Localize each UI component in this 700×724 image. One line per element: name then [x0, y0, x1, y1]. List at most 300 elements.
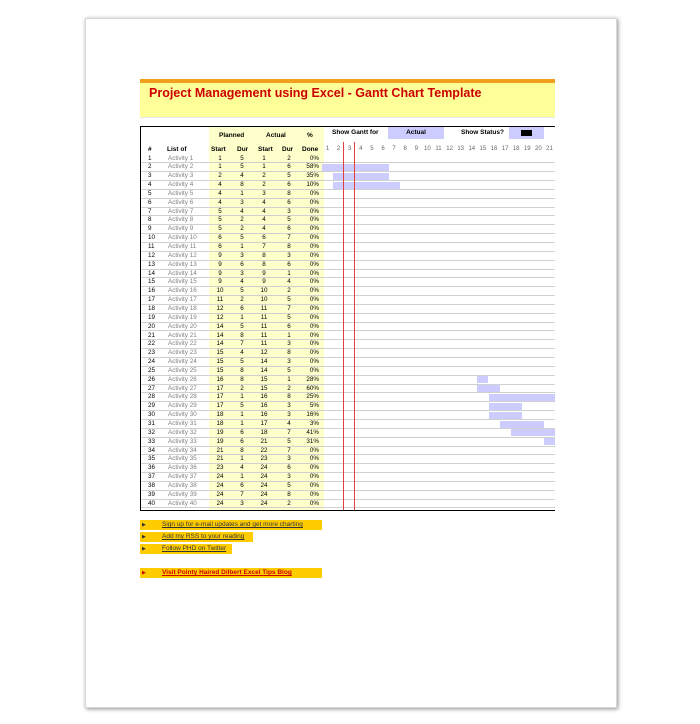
actual-start[interactable]: 16 — [260, 402, 268, 410]
planned-duration[interactable]: 6 — [240, 304, 244, 312]
planned-duration[interactable]: 3 — [240, 251, 244, 259]
activity-name[interactable]: Activity 9 — [168, 225, 194, 233]
table-row — [141, 332, 555, 341]
actual-start[interactable]: 15 — [260, 375, 268, 383]
rss-link[interactable]: ▶ Add my RSS to your reading — [140, 532, 253, 542]
actual-duration[interactable]: 6 — [287, 322, 291, 330]
actual-start[interactable]: 2 — [262, 172, 266, 180]
table-row — [141, 287, 555, 296]
actual-duration[interactable]: 6 — [287, 260, 291, 268]
table-row — [141, 225, 555, 234]
activity-name[interactable]: Activity 12 — [168, 251, 197, 259]
actual-duration[interactable]: 7 — [287, 304, 291, 312]
activity-name[interactable]: Activity 22 — [168, 340, 197, 348]
actual-start[interactable]: 8 — [262, 251, 266, 259]
activity-name[interactable]: Activity 35 — [168, 455, 197, 463]
divider — [140, 117, 555, 118]
percent-done[interactable]: 0% — [309, 349, 319, 357]
actual-duration[interactable]: 6 — [287, 464, 291, 472]
percent-done[interactable]: 0% — [309, 322, 319, 330]
activity-name[interactable]: Activity 32 — [168, 428, 197, 436]
planned-header: Planned — [219, 132, 245, 139]
actual-duration[interactable]: 1 — [287, 269, 291, 277]
actual-start[interactable]: 18 — [260, 428, 268, 436]
planned-duration[interactable]: 7 — [240, 340, 244, 348]
planned-duration[interactable]: 1 — [240, 411, 244, 419]
actual-duration[interactable]: 3 — [287, 473, 291, 481]
percent-done[interactable]: 0% — [309, 287, 319, 295]
row-number: 15 — [148, 278, 156, 286]
percent-done[interactable]: 0% — [309, 234, 319, 242]
planned-duration[interactable]: 1 — [240, 455, 244, 463]
actual-duration[interactable]: 3 — [287, 402, 291, 410]
actual-start[interactable]: 8 — [262, 260, 266, 268]
actual-duration[interactable]: 8 — [287, 349, 291, 357]
planned-duration[interactable]: 1 — [240, 393, 244, 401]
actual-duration[interactable]: 5 — [287, 216, 291, 224]
blog-link[interactable]: ▶ Visit Pointy Haired Dilbert Excel Tips Blog — [140, 568, 322, 578]
planned-duration[interactable]: 3 — [240, 198, 244, 206]
planned-start[interactable]: 15 — [216, 366, 224, 374]
table-top-border — [140, 126, 555, 127]
actual-duration[interactable]: 5 — [287, 313, 291, 321]
planned-start[interactable]: 10 — [216, 287, 224, 295]
day-label: 19 — [523, 146, 531, 152]
planned-duration[interactable]: 8 — [240, 331, 244, 339]
percent-done[interactable]: 0% — [309, 304, 319, 312]
table-row — [141, 429, 555, 438]
planned-start[interactable]: 11 — [216, 296, 224, 304]
row-number: 22 — [148, 340, 156, 348]
percent-done[interactable]: 31% — [306, 437, 319, 445]
percent-done[interactable]: 0% — [309, 455, 319, 463]
planned-start[interactable]: 21 — [216, 455, 224, 463]
planned-start[interactable]: 15 — [216, 349, 224, 357]
planned-start[interactable]: 4 — [218, 198, 222, 206]
planned-duration[interactable]: 8 — [240, 375, 244, 383]
planned-start[interactable]: 6 — [218, 234, 222, 242]
percent-done[interactable]: 0% — [309, 269, 319, 277]
table-row — [141, 447, 555, 456]
activity-name[interactable]: Activity 6 — [168, 198, 194, 206]
actual-duration[interactable]: 5 — [287, 366, 291, 374]
planned-start[interactable]: 19 — [216, 437, 224, 445]
actual-start[interactable]: 2 — [262, 181, 266, 189]
percent-done[interactable]: 10% — [306, 181, 319, 189]
planned-duration[interactable]: 5 — [240, 287, 244, 295]
activity-name[interactable]: Activity 2 — [168, 163, 194, 171]
planned-start[interactable]: 17 — [216, 402, 224, 410]
planned-duration[interactable]: 1 — [240, 189, 244, 197]
percent-done[interactable]: 0% — [309, 278, 319, 286]
actual-duration[interactable]: 3 — [287, 251, 291, 259]
table-row — [141, 190, 555, 199]
activity-name[interactable]: Activity 39 — [168, 490, 197, 498]
activity-name[interactable]: Activity 26 — [168, 375, 197, 383]
planned-duration[interactable]: 6 — [240, 481, 244, 489]
show-status-label: Show Status? — [461, 129, 504, 136]
percent-done[interactable]: 0% — [309, 189, 319, 197]
planned-duration[interactable]: 6 — [240, 437, 244, 445]
show-gantt-label: Show Gantt for — [332, 129, 379, 136]
percent-done[interactable]: 0% — [309, 260, 319, 268]
actual-start[interactable]: 4 — [262, 207, 266, 215]
row-number: 2 — [148, 163, 152, 171]
percent-done[interactable]: 0% — [309, 207, 319, 215]
percent-done[interactable]: 3% — [309, 420, 319, 427]
planned-duration[interactable]: 2 — [240, 384, 244, 392]
percent-done[interactable]: 0% — [309, 473, 319, 481]
percent-done[interactable]: 0% — [309, 243, 319, 250]
activity-name[interactable]: Activity 20 — [168, 322, 197, 330]
actual-duration[interactable]: 5 — [287, 296, 291, 304]
activity-name[interactable]: Activity 24 — [168, 358, 197, 366]
planned-start[interactable]: 5 — [218, 225, 222, 233]
activity-name[interactable]: Activity 27 — [168, 384, 197, 392]
row-number: 9 — [148, 225, 152, 233]
percent-done[interactable]: 60% — [306, 384, 319, 392]
actual-start[interactable]: 16 — [260, 393, 268, 401]
row-number: 24 — [148, 358, 156, 366]
activity-name[interactable]: Activity 21 — [168, 331, 197, 339]
actual-start[interactable]: 4 — [262, 198, 266, 206]
actual-duration[interactable]: 2 — [287, 287, 291, 295]
planned-start[interactable]: 14 — [216, 331, 224, 339]
planned-duration[interactable]: 2 — [240, 225, 244, 233]
percent-done[interactable]: 0% — [309, 154, 319, 162]
percent-done[interactable]: 0% — [309, 225, 319, 233]
planned-duration[interactable]: 5 — [240, 358, 244, 366]
table-row — [141, 305, 555, 314]
planned-duration[interactable]: 4 — [240, 349, 244, 357]
activity-name[interactable]: Activity 7 — [168, 207, 194, 215]
percent-done[interactable]: 58% — [306, 163, 319, 171]
actual-start[interactable]: 9 — [262, 269, 266, 277]
actual-duration[interactable]: 8 — [287, 189, 291, 197]
planned-start[interactable]: 24 — [216, 490, 224, 498]
planned-duration[interactable]: 4 — [240, 464, 244, 472]
planned-start[interactable]: 15 — [216, 358, 224, 366]
activity-name[interactable]: Activity 14 — [168, 269, 197, 277]
actual-duration[interactable]: 8 — [287, 393, 291, 401]
activity-name[interactable]: Activity 38 — [168, 481, 197, 489]
row-number: 13 — [148, 260, 156, 268]
activity-name[interactable]: Activity 37 — [168, 473, 197, 481]
planned-duration[interactable]: 8 — [240, 366, 244, 374]
email-signup-link[interactable]: ▶ Sign up for e-mail updates and get more charting — [140, 520, 322, 530]
planned-duration[interactable]: 5 — [240, 154, 244, 162]
planned-start[interactable]: 12 — [216, 313, 224, 321]
actual-duration[interactable]: 6 — [287, 181, 291, 189]
table-row — [141, 181, 555, 190]
row-number: 40 — [148, 499, 156, 507]
actual-duration[interactable]: 6 — [287, 225, 291, 233]
actual-start[interactable]: 6 — [262, 234, 266, 242]
activity-name[interactable]: Activity 40 — [168, 499, 197, 507]
percent-done[interactable]: 0% — [309, 464, 319, 472]
table-row — [141, 438, 555, 447]
day-label: 10 — [424, 146, 431, 152]
actual-duration[interactable]: 4 — [287, 278, 291, 286]
activity-name[interactable]: Activity 11 — [168, 243, 197, 250]
actual-start[interactable]: 24 — [260, 499, 268, 507]
planned-start[interactable]: 24 — [216, 499, 224, 507]
day-label: 1 — [325, 146, 330, 152]
show-gantt-dropdown[interactable]: Actual — [388, 127, 444, 139]
percent-done[interactable]: 0% — [309, 358, 319, 366]
activity-name[interactable]: Activity 10 — [168, 234, 197, 242]
planned-start[interactable]: 17 — [216, 384, 224, 392]
percent-done[interactable]: 16% — [306, 411, 319, 419]
planned-duration[interactable]: 7 — [240, 490, 244, 498]
actual-start[interactable]: 14 — [260, 366, 268, 374]
actual-start[interactable]: 3 — [262, 189, 266, 197]
planned-duration[interactable]: 6 — [240, 260, 244, 268]
day-label: 2 — [336, 146, 341, 152]
planned-start[interactable]: 4 — [218, 181, 222, 189]
day-label: 11 — [435, 146, 442, 152]
actual-start[interactable]: 11 — [260, 313, 268, 321]
activity-name[interactable]: Activity 18 — [168, 304, 197, 312]
activity-name[interactable]: Activity 25 — [168, 366, 197, 374]
actual-start[interactable]: 24 — [260, 481, 268, 489]
percent-done[interactable]: 0% — [309, 331, 319, 339]
actual-duration[interactable]: 3 — [287, 207, 291, 215]
activity-name[interactable]: Activity 13 — [168, 260, 197, 268]
table-row — [141, 393, 555, 402]
actual-duration[interactable]: 8 — [287, 490, 291, 498]
planned-start[interactable]: 23 — [216, 464, 224, 472]
percent-done[interactable]: 0% — [309, 446, 319, 454]
actual-duration[interactable]: 2 — [287, 384, 291, 392]
planned-duration[interactable]: 1 — [240, 473, 244, 481]
row-number: 32 — [148, 428, 156, 436]
planned-start[interactable]: 1 — [218, 154, 222, 162]
actual-start[interactable]: 11 — [260, 331, 268, 339]
percent-done[interactable]: 5% — [309, 402, 319, 410]
activity-name[interactable]: Activity 23 — [168, 349, 197, 357]
actual-start[interactable]: 17 — [260, 420, 268, 427]
gantt-bar — [489, 412, 522, 419]
row-number: 37 — [148, 473, 156, 481]
planned-duration[interactable]: 2 — [240, 296, 244, 304]
activity-name[interactable]: Activity 4 — [168, 181, 194, 189]
activity-name[interactable]: Activity 28 — [168, 393, 197, 401]
planned-start[interactable]: 18 — [216, 420, 224, 427]
actual-duration[interactable]: 2 — [287, 154, 291, 162]
actual-start[interactable]: 24 — [260, 464, 268, 472]
day-label: 18 — [512, 146, 520, 152]
table-row — [141, 172, 555, 181]
planned-start[interactable]: 14 — [216, 322, 224, 330]
today-marker-right — [354, 142, 355, 510]
actual-start[interactable]: 24 — [260, 490, 268, 498]
percent-done[interactable]: 0% — [309, 340, 319, 348]
actual-start[interactable]: 16 — [260, 411, 268, 419]
activity-name[interactable]: Activity 34 — [168, 446, 197, 454]
planned-duration[interactable]: 8 — [240, 181, 244, 189]
planned-duration[interactable]: 1 — [240, 313, 244, 321]
actual-duration[interactable]: 2 — [287, 499, 291, 507]
planned-start[interactable]: 1 — [218, 163, 222, 171]
actual-start[interactable]: 10 — [260, 296, 268, 304]
planned-start[interactable]: 5 — [218, 216, 222, 224]
actual-duration[interactable]: 3 — [287, 358, 291, 366]
activity-name[interactable]: Activity 16 — [168, 287, 197, 295]
planned-start-header: Start — [211, 146, 226, 153]
twitter-link[interactable]: ▶ Follow PHD on Twitter — [140, 544, 232, 554]
actual-duration[interactable]: 1 — [287, 375, 291, 383]
day-label: 6 — [381, 146, 385, 152]
actual-start[interactable]: 24 — [260, 473, 268, 481]
actual-start[interactable]: 4 — [262, 225, 266, 233]
actual-duration[interactable]: 3 — [287, 455, 291, 463]
actual-start[interactable]: 14 — [260, 358, 268, 366]
actual-duration[interactable]: 1 — [287, 331, 291, 339]
activity-name[interactable]: Activity 5 — [168, 189, 194, 197]
planned-duration[interactable]: 4 — [240, 278, 244, 286]
row-number: 35 — [148, 455, 156, 463]
planned-start[interactable]: 21 — [216, 446, 224, 454]
percent-done[interactable]: 0% — [309, 216, 319, 224]
activity-name[interactable]: Activity 29 — [168, 402, 197, 410]
planned-start[interactable]: 17 — [216, 393, 224, 401]
planned-duration[interactable]: 5 — [240, 402, 244, 410]
planned-duration[interactable]: 5 — [240, 322, 244, 330]
planned-start[interactable]: 9 — [218, 269, 222, 277]
actual-duration[interactable]: 5 — [287, 481, 291, 489]
actual-start[interactable]: 9 — [262, 278, 266, 286]
table-row — [141, 473, 555, 482]
planned-duration[interactable]: 2 — [240, 216, 244, 224]
planned-start[interactable]: 14 — [216, 340, 224, 348]
planned-start[interactable]: 6 — [218, 243, 222, 250]
percent-done[interactable]: 0% — [309, 490, 319, 498]
percent-done[interactable]: 0% — [309, 313, 319, 321]
planned-duration[interactable]: 3 — [240, 269, 244, 277]
planned-start[interactable]: 4 — [218, 189, 222, 197]
activity-name[interactable]: Activity 15 — [168, 278, 197, 286]
day-label: 13 — [457, 146, 465, 152]
actual-start[interactable]: 7 — [262, 243, 266, 250]
percent-done[interactable]: 0% — [309, 251, 319, 259]
activity-name[interactable]: Activity 19 — [168, 313, 197, 321]
day-label: 21 — [546, 146, 553, 152]
activity-name[interactable]: Activity 33 — [168, 437, 197, 445]
planned-duration[interactable]: 6 — [240, 428, 244, 436]
table-row — [141, 314, 555, 323]
actual-duration[interactable]: 4 — [287, 420, 291, 427]
num-header: # — [148, 146, 152, 153]
actual-duration[interactable]: 3 — [287, 411, 291, 419]
actual-start[interactable]: 4 — [262, 216, 266, 224]
actual-duration[interactable]: 5 — [287, 172, 291, 180]
planned-start[interactable]: 19 — [216, 428, 224, 436]
today-marker-left — [343, 142, 344, 510]
pct-header: % — [307, 132, 313, 139]
percent-done[interactable]: 0% — [309, 366, 319, 374]
percent-done[interactable]: 25% — [306, 393, 319, 401]
percent-done[interactable]: 28% — [306, 375, 319, 383]
planned-start[interactable]: 24 — [216, 481, 224, 489]
planned-duration[interactable]: 1 — [240, 420, 244, 427]
actual-duration[interactable]: 7 — [287, 428, 291, 436]
actual-duration[interactable]: 6 — [287, 163, 291, 171]
gantt-bar — [544, 438, 555, 445]
actual-start[interactable]: 10 — [260, 287, 268, 295]
activity-name[interactable]: Activity 17 — [168, 296, 197, 304]
actual-dur-header: Dur — [282, 146, 294, 153]
percent-done[interactable]: 0% — [309, 296, 319, 304]
planned-duration[interactable]: 3 — [240, 499, 244, 507]
activity-name[interactable]: Activity 3 — [168, 172, 194, 180]
actual-duration[interactable]: 7 — [287, 234, 291, 242]
actual-start[interactable]: 1 — [262, 163, 266, 171]
percent-done[interactable]: 35% — [306, 172, 319, 180]
planned-start[interactable]: 5 — [218, 207, 222, 215]
actual-duration[interactable]: 8 — [287, 243, 291, 250]
actual-start[interactable]: 12 — [260, 349, 268, 357]
percent-done[interactable]: 41% — [306, 428, 319, 436]
activity-name[interactable]: Activity 30 — [168, 411, 197, 419]
planned-duration[interactable]: 5 — [240, 163, 244, 171]
activity-name[interactable]: Activity 31 — [168, 420, 197, 427]
percent-done[interactable]: 0% — [309, 198, 319, 206]
actual-duration[interactable]: 5 — [287, 437, 291, 445]
actual-duration[interactable]: 7 — [287, 446, 291, 454]
planned-start[interactable]: 18 — [216, 411, 224, 419]
table-row — [141, 270, 555, 279]
actual-start[interactable]: 21 — [260, 437, 268, 445]
planned-start[interactable]: 2 — [218, 172, 222, 180]
planned-start[interactable]: 9 — [218, 278, 222, 286]
table-row — [141, 340, 555, 349]
planned-duration[interactable]: 8 — [240, 446, 244, 454]
planned-start[interactable]: 16 — [216, 375, 224, 383]
planned-duration[interactable]: 5 — [240, 234, 244, 242]
actual-start[interactable]: 11 — [260, 340, 268, 348]
actual-start[interactable]: 15 — [260, 384, 268, 392]
actual-duration[interactable]: 3 — [287, 340, 291, 348]
planned-duration[interactable]: 4 — [240, 207, 244, 215]
row-number: 14 — [148, 269, 156, 277]
row-number: 26 — [148, 375, 156, 383]
gantt-bar — [489, 403, 522, 410]
actual-start[interactable]: 11 — [260, 304, 268, 312]
activity-name[interactable]: Activity 36 — [168, 464, 197, 472]
planned-start[interactable]: 24 — [216, 473, 224, 481]
done-header: Done — [302, 146, 319, 153]
activity-name[interactable]: Activity 1 — [168, 154, 194, 162]
planned-duration[interactable]: 1 — [240, 243, 244, 250]
percent-done[interactable]: 0% — [309, 481, 319, 489]
activity-name[interactable]: Activity 8 — [168, 216, 194, 224]
actual-start[interactable]: 23 — [260, 455, 268, 463]
actual-start[interactable]: 22 — [260, 446, 268, 454]
planned-dur-header: Dur — [237, 146, 249, 153]
row-number: 12 — [148, 251, 156, 259]
actual-start[interactable]: 11 — [260, 322, 268, 330]
percent-done[interactable]: 0% — [309, 499, 319, 507]
day-label: 7 — [392, 146, 396, 152]
show-status-dropdown[interactable] — [509, 127, 544, 139]
actual-start[interactable]: 1 — [262, 154, 266, 162]
planned-start[interactable]: 9 — [218, 251, 222, 259]
actual-duration[interactable]: 6 — [287, 198, 291, 206]
planned-start[interactable]: 12 — [216, 304, 224, 312]
planned-duration[interactable]: 4 — [240, 172, 244, 180]
planned-start[interactable]: 9 — [218, 260, 222, 268]
